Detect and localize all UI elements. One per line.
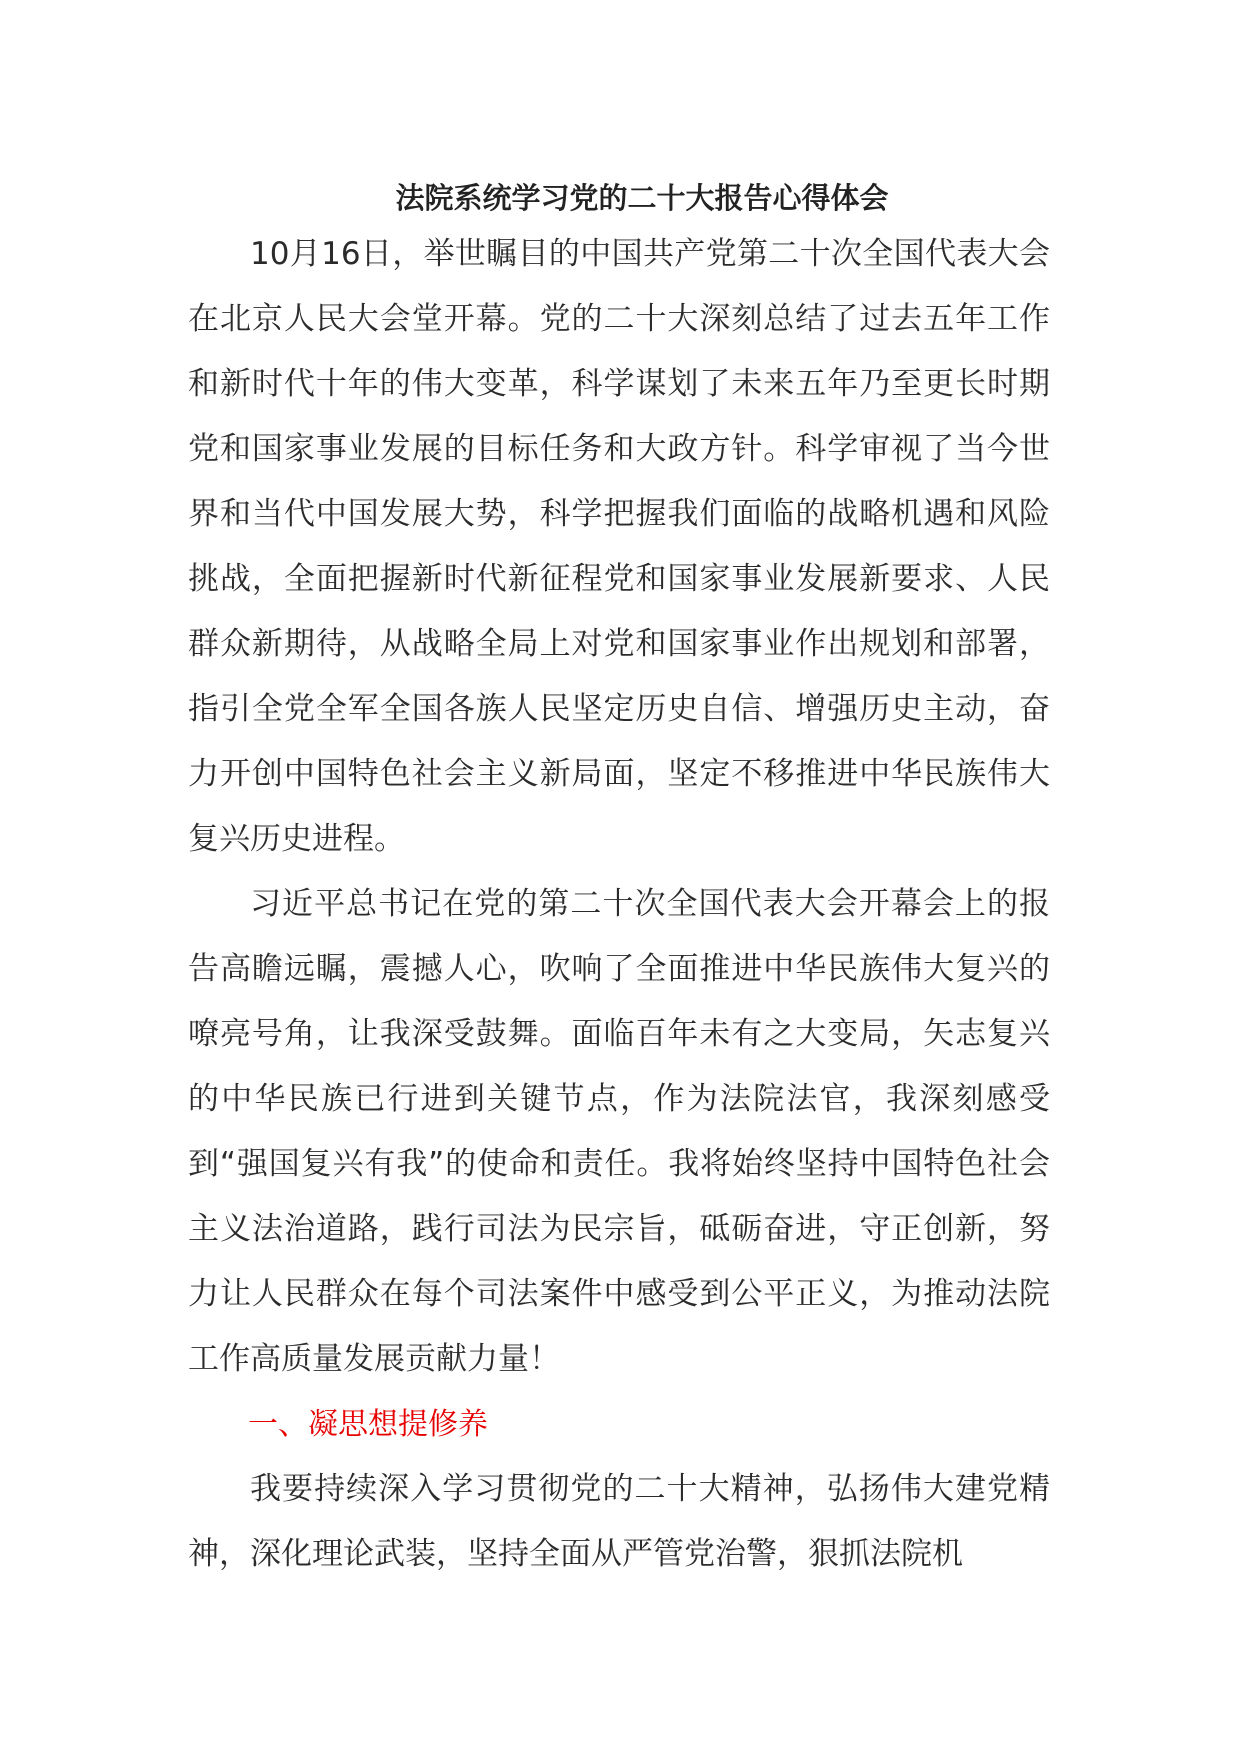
- section-heading-1: 一、凝思想提修养: [248, 1407, 488, 1442]
- document-page: [188, 176, 1050, 1587]
- body-paragraph-2: 习近平总书记在党的第二十次全国代表大会开幕会上的报告高瞻远瞩，震撼人心，吹响了全面推进中华民族伟大复兴的嘹亮号角，让我深受鼓舞。面临百年未有之大变局，矢志复兴的中华民族已行进到关键节点，作为法院法官，我深刻感受到“强国复兴有我”的使命和责任。我将始终坚持中国特色社会主义法治道路，践行司法为民宗旨，砥砺奋进，守正创新，努力让人民群众在每个司法案件中感受到公平正义，为推动法院工作高质量发展贡献力量！: [188, 886, 1050, 1377]
- section-paragraph-1: 我要持续深入学习贯彻党的二十大精神，弘扬伟大建党精神，深化理论武装，坚持全面从严管党治警，狠抓法院机: [188, 1471, 1050, 1572]
- document-title: 法院系统学习党的二十大报告心得体会: [395, 181, 889, 215]
- body-paragraph-1: 10月16日，举世瞩目的中国共产党第二十次全国代表大会在北京人民大会堂开幕。党的二十大深刻总结了过去五年工作和新时代十年的伟大变革，科学谋划了未来五年乃至更长时期党和国家事业发展的目标任务和大政方针。科学审视了当今世界和当代中国发展大势，科学把握我们面临的战略机遇和风险挑战，全面把握新时代新征程党和国家事业发展新要求、人民群众新期待，从战略全局上对党和国家事业作出规划和部署，指引全党全军全国各族人民坚定历史自信、增强历史主动，奋力开创中国特色社会主义新局面，坚定不移推进中华民族伟大复兴历史进程。: [188, 236, 1050, 857]
